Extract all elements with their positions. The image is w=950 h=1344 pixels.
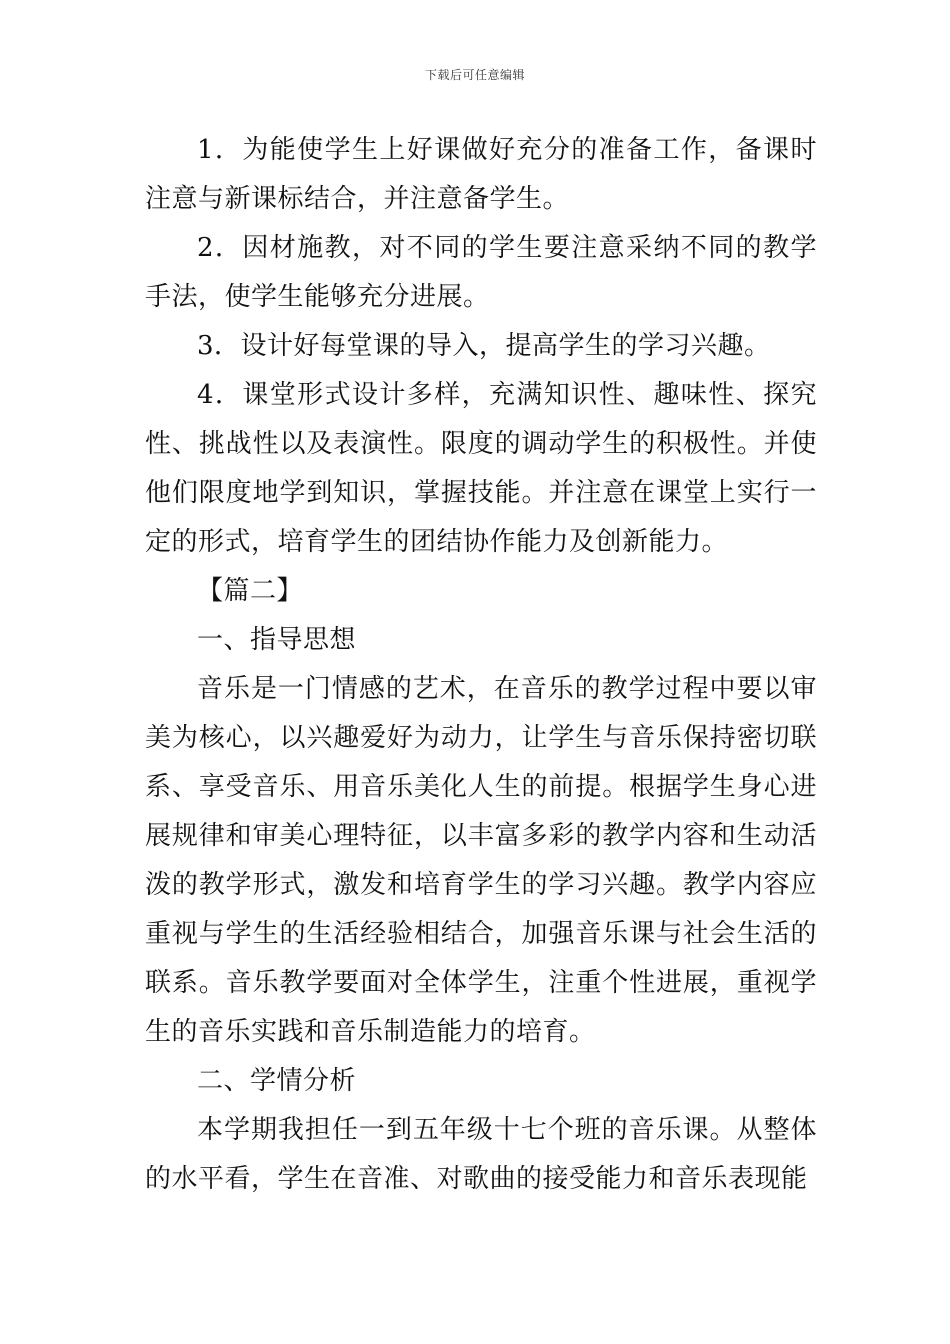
paragraph-guiding-ideology: 音乐是一门情感的艺术，在音乐的教学过程中要以审美为核心，以兴趣爱好为动力，让学生与音乐保持密切联系、享受音乐、用音乐美化人生的前提。根据学生身心进展规律和审美心理特征，以丰富多彩的教学内容和生动活泼的教学形式，激发和培育学生的学习兴趣。教学内容应重视与学生的生活经验相结合，加强音乐课与社会生活的联系。音乐教学要面对全体学生，注重个性进展，重视学生的音乐实践和音乐制造能力的培育。 [145,674,817,1047]
section-title: 【篇二】 [197,576,304,606]
paragraph-item-2: 2．因材施教，对不同的学生要注意采纳不同的教学手法，使学生能够充分进展。 [145,233,817,312]
document-body [145,126,817,1204]
heading-guiding-ideology: 一、指导思想 [197,625,357,655]
paragraph-item-3: 3．设计好每堂课的导入，提高学生的学习兴趣。 [197,331,771,361]
paragraph-item-1: 1．为能使学生上好课做好充分的准备工作，备课时注意与新课标结合，并注意备学生。 [145,135,817,214]
heading-student-analysis: 二、学情分析 [197,1066,357,1096]
paragraph-item-4: 4．课堂形式设计多样，充满知识性、趣味性、探究性、挑战性以及表演性。限度的调动学生的积极性。并使他们限度地学到知识，掌握技能。并注意在课堂上实行一定的形式，培育学生的团结协作能力及创新能力。 [145,380,817,557]
paragraph-student-analysis: 本学期我担任一到五年级十七个班的音乐课。从整体的水平看，学生在音准、对歌曲的接受能力和音乐表现能 [145,1115,817,1194]
page-header-note: 下载后可任意编辑 [424,68,525,82]
